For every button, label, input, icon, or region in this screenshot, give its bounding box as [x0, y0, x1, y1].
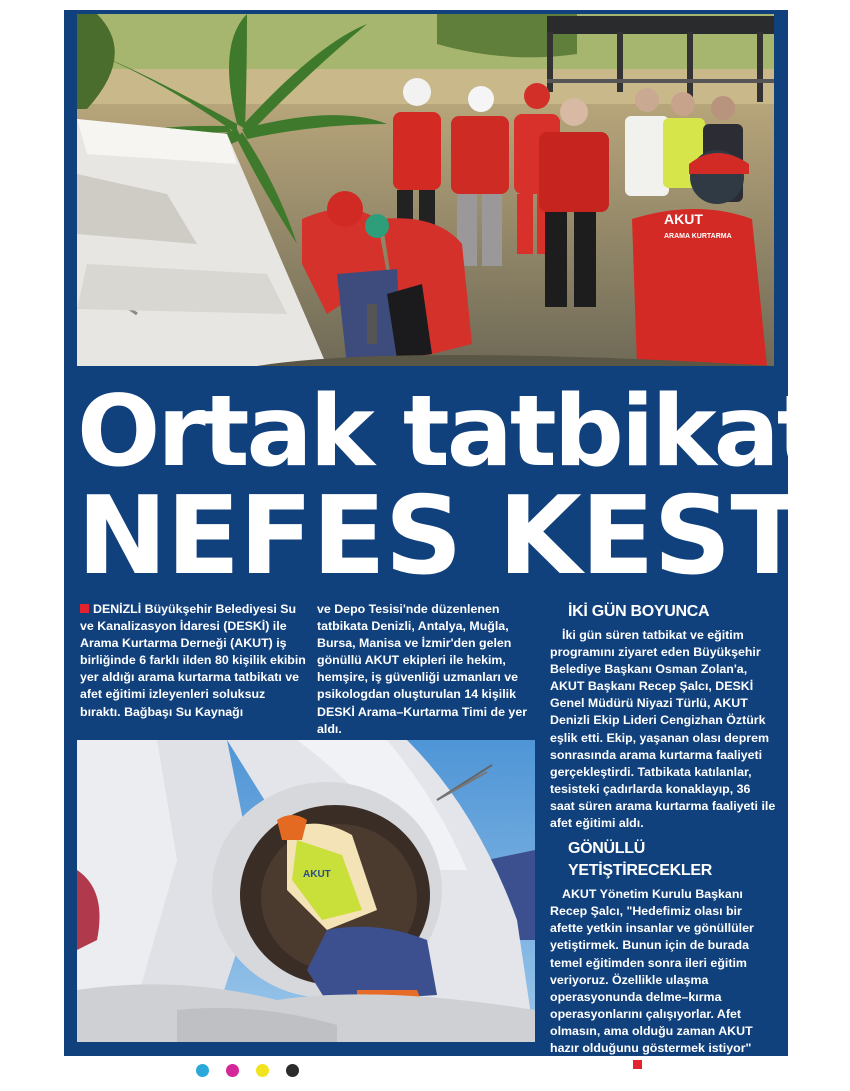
subhead-gonullu: GÖNÜLLÜ YETİŞTİRECEKLER: [568, 840, 712, 880]
article-column-1: [80, 601, 306, 721]
lead-paragraph: [80, 601, 306, 721]
red-square-marker: [633, 1060, 642, 1069]
bottom-photo: [77, 740, 535, 1042]
byline: Ramazan ÇETİN, (DHA): [550, 1058, 745, 1090]
pipe-rescue-photo: [77, 740, 535, 1042]
article-column-2: [317, 601, 537, 738]
red-square-marker: [80, 604, 89, 613]
rescue-team-photo: [77, 14, 774, 366]
dateline: DENİZLİ: [93, 602, 142, 616]
registration-dot-yellow: [256, 1064, 269, 1077]
vest-sub-print: ARAMA KURTARMA: [664, 233, 732, 240]
column-3-text-1: İki gün süren tatbikat ve eğitim programını ziyaret eden Büyükşehir Belediye Başkanı Osman Zolan'a, AKUT Başkanı Recep Şalcı, DESKİ Genel Müdürü Niyazi Türlü, AKUT Denizli Ekip Lideri Cengizhan Öztürk eşlik etti. Ekip, yaşanan olası deprem sonrasında arama kurtarma faaliyeti gerçekleştirdi. Tatbikata katılanlar, tesisteki çadırlarda konaklayıp, 36 saat süren arama kurtarma faaliyeti ile afet eğitimi aldı.: [550, 628, 776, 831]
article-column-3: [550, 601, 776, 1091]
quote-text: AKUT Yönetim Kurulu Başkanı Recep Şalcı, "Hedefimiz olası bir afette yetkin insanlar ve gönüllüler yetiştirmek. Bunun için de burada temel eğitimden sonra ileri eğitim veriyoruz. Özellikle ulaşma operasyonunda delme–kırma operasyonlarını çalışıyorlar. Afet olmasın, ama olduğu zaman AKUT hazır olduğunu göstermek istiyor" diye konuştu.: [550, 887, 754, 1073]
registration-dot-cyan: [196, 1064, 209, 1077]
registration-dot-magenta: [226, 1064, 239, 1077]
headline-line-2: NEFES KESTi: [77, 474, 840, 599]
chest-print: AKUT: [303, 869, 331, 880]
vest-print: AKUT: [664, 211, 703, 227]
subhead-iki-gun: İKİ GÜN BOYUNCA: [568, 603, 710, 620]
column-2-text: ve Depo Tesisi'nde düzenlenen tatbikata Denizli, Antalya, Muğla, Bursa, Manisa ve İzmir'den gelen gönüllü AKUT ekipleri ile hekim, hemşire, iş güvenliği uzmanları ve psikologdan oluşturulan 14 kişilik DESKİ Arama–Kurtarma Timi de yer aldı.: [317, 602, 528, 736]
column-3-text-2: [550, 886, 776, 1091]
registration-dot-black: [286, 1064, 299, 1077]
headline-line-1: Ortak tatbikat: [77, 375, 821, 489]
top-photo: [77, 14, 774, 366]
lead-text: Büyükşehir Belediyesi Su ve Kanalizasyon İdaresi (DESKİ) ile Arama Kurtarma Derneği (AKUT) iş birliğinde 6 farklı ilden 80 kişilik ekibin yer aldığı arama kurtarma tatbikatı ve afet eğitimi izleyenleri soluksuz bıraktı. Bağbaşı Su Kaynağı: [80, 602, 306, 719]
